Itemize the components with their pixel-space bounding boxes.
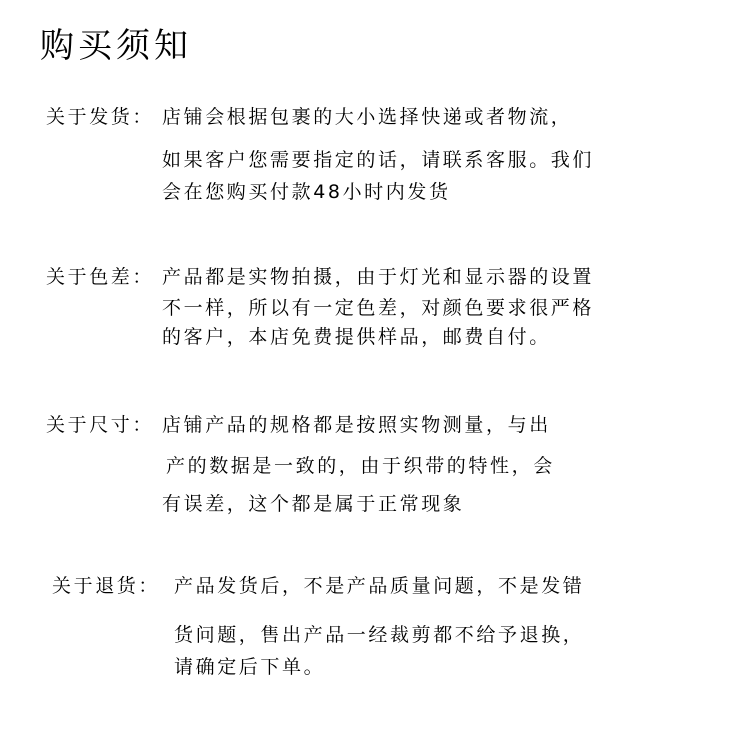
- section-line: 有误差，这个都是属于正常现象: [162, 493, 465, 515]
- section-line: 店铺会根据包裹的大小选择快递或者物流，: [162, 106, 573, 128]
- section-line: 产品发货后，不是产品质量问题，不是发错: [174, 575, 585, 597]
- section-line: 产品都是实物拍摄，由于灯光和显示器的设置: [162, 266, 595, 288]
- section-label: 关于色差：: [46, 266, 155, 288]
- section-line: 店铺产品的规格都是按照实物测量，与出: [162, 414, 551, 436]
- page-title: 购买须知: [40, 26, 192, 66]
- section-line: 不一样，所以有一定色差，对颜色要求很严格: [162, 297, 595, 319]
- section-line: 货问题，售出产品一经裁剪都不给予退换，: [174, 624, 585, 646]
- section-line: 产的数据是一致的，由于织带的特性，会: [166, 455, 555, 477]
- section-line: 会在您购买付款48小时内发货: [162, 181, 451, 203]
- section-label: 关于发货：: [46, 106, 155, 128]
- section-label: 关于尺寸：: [46, 414, 155, 436]
- section-line: 请确定后下单。: [174, 656, 326, 678]
- section-label: 关于退货：: [52, 575, 161, 597]
- section-line: 如果客户您需要指定的话，请联系客服。我们: [162, 149, 595, 171]
- section-line: 的客户，本店免费提供样品，邮费自付。: [162, 326, 551, 348]
